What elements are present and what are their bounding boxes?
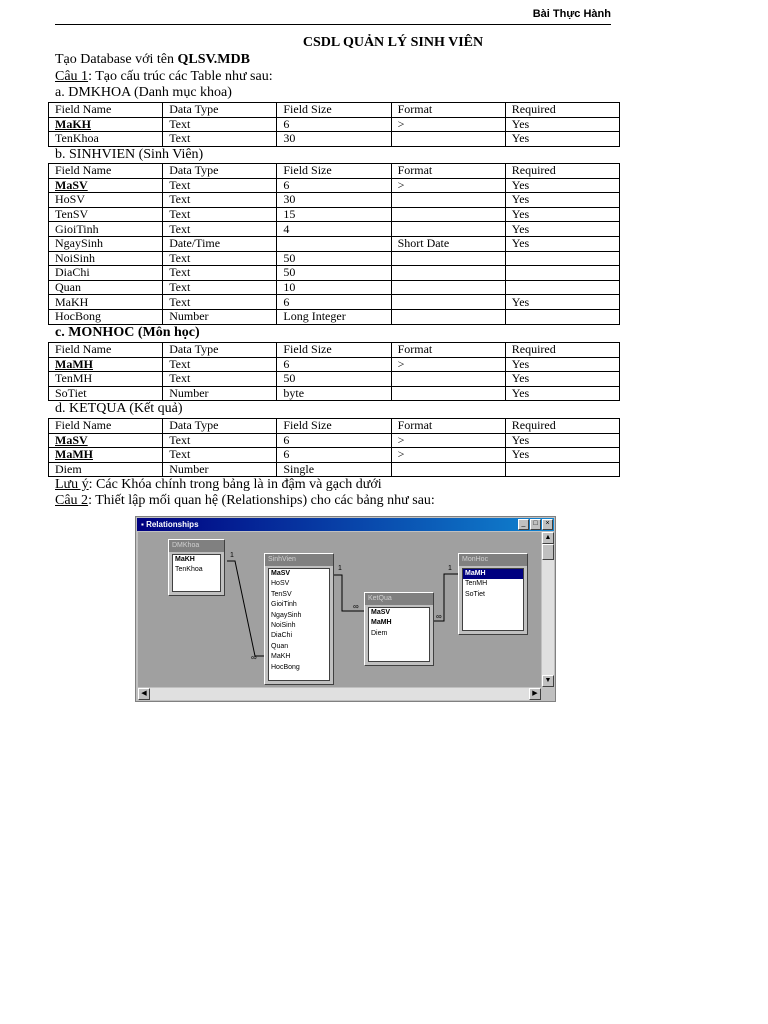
many-label-ketqua-1: ∞ xyxy=(353,602,359,611)
table-cell: Diem xyxy=(49,462,163,477)
table-cell: Text xyxy=(163,280,277,295)
note-line xyxy=(55,477,382,493)
table-cell: Yes xyxy=(505,222,619,237)
table-row xyxy=(49,117,620,132)
table-cell xyxy=(391,266,505,281)
question-2-text: : Thiết lập mối quan hệ (Relationships) cho các bảng như sau: xyxy=(88,493,435,508)
table-cell xyxy=(391,295,505,310)
table-cell: Text xyxy=(163,433,277,448)
table-row xyxy=(49,251,620,266)
one-label-monhoc: 1 xyxy=(448,565,452,572)
table-cell: Yes xyxy=(505,117,619,132)
table-cell: Number xyxy=(163,309,277,324)
table-header-row xyxy=(49,164,620,179)
relationships-window xyxy=(135,516,556,702)
table-cell: Text xyxy=(163,251,277,266)
table-cell: TenKhoa xyxy=(49,132,163,147)
vertical-scrollbar[interactable] xyxy=(542,532,554,687)
table-cell: Number xyxy=(163,386,277,401)
table-cell: 6 xyxy=(277,357,391,372)
table-d-title: d. KETQUA (Kết quả) xyxy=(55,401,183,416)
column-header: Required xyxy=(505,164,619,179)
document-title: CSDL QUẢN LÝ SINH VIÊN xyxy=(302,35,484,50)
minimize-icon[interactable]: _ xyxy=(518,519,529,530)
table-cell: Quan xyxy=(49,280,163,295)
scroll-right-icon[interactable]: ▶ xyxy=(529,688,541,700)
table-cell: > xyxy=(391,117,505,132)
rel-field[interactable]: MaSV xyxy=(271,570,291,577)
column-header: Field Size xyxy=(277,164,391,179)
table-cell xyxy=(505,266,619,281)
rel-table-monhoc-title: MonHoc xyxy=(459,554,527,566)
table-cell: TenSV xyxy=(49,207,163,222)
rel-table-dmkhoa[interactable] xyxy=(168,539,225,596)
table-cell: Yes xyxy=(505,433,619,448)
intro-prefix: Tạo Database với tên xyxy=(55,52,178,67)
rel-field[interactable]: MaKH xyxy=(175,556,195,563)
note-label: Lưu ý xyxy=(55,477,89,492)
table-cell: Date/Time xyxy=(163,236,277,251)
table-cell: Text xyxy=(163,222,277,237)
table-row xyxy=(49,193,620,208)
table-cell: Text xyxy=(163,193,277,208)
column-header: Data Type xyxy=(163,343,277,358)
column-header: Field Name xyxy=(49,103,163,118)
table-row xyxy=(49,295,620,310)
horizontal-scrollbar[interactable] xyxy=(138,688,541,700)
question-1 xyxy=(55,69,273,85)
column-header: Format xyxy=(391,164,505,179)
table-cell: Single xyxy=(277,462,391,477)
table-cell xyxy=(277,236,391,251)
page-header xyxy=(55,8,611,25)
primary-key-cell: MaSV xyxy=(49,178,163,193)
table-cell xyxy=(391,309,505,324)
table-cell xyxy=(391,372,505,387)
rel-field[interactable]: TenSV xyxy=(271,590,292,598)
table-cell: > xyxy=(391,357,505,372)
table-row xyxy=(49,266,620,281)
primary-key-cell: MaKH xyxy=(49,117,163,132)
many-label-ketqua-2: ∞ xyxy=(436,612,442,621)
scroll-left-icon[interactable]: ◀ xyxy=(138,688,150,700)
rel-table-sinhvien[interactable] xyxy=(264,553,334,685)
table-monhoc xyxy=(48,342,620,401)
table-cell: MaKH xyxy=(49,295,163,310)
table-cell: HoSV xyxy=(49,193,163,208)
table-cell: 6 xyxy=(277,433,391,448)
table-dmkhoa xyxy=(48,102,620,147)
rel-table-dmkhoa-title: DMKhoa xyxy=(169,540,224,552)
table-cell: 50 xyxy=(277,251,391,266)
rel-field[interactable]: HocBong xyxy=(271,663,300,671)
table-cell: Text xyxy=(163,266,277,281)
table-cell: NoiSinh xyxy=(49,251,163,266)
table-header-row xyxy=(49,103,620,118)
table-cell xyxy=(391,462,505,477)
table-row xyxy=(49,357,620,372)
table-cell xyxy=(505,462,619,477)
window-title: Relationships xyxy=(146,520,199,529)
table-cell: Yes xyxy=(505,386,619,401)
column-header: Required xyxy=(505,103,619,118)
note-text: : Các Khóa chính trong bảng là in đậm và gạch dưới xyxy=(88,477,382,492)
table-cell: Yes xyxy=(505,372,619,387)
column-header: Format xyxy=(391,419,505,434)
table-cell: Yes xyxy=(505,236,619,251)
table-cell xyxy=(391,251,505,266)
table-row xyxy=(49,280,620,295)
table-cell: Text xyxy=(163,357,277,372)
primary-key-cell: MaMH xyxy=(49,357,163,372)
one-label-dmkhoa: 1 xyxy=(230,552,234,559)
rel-table-ketqua-title: KetQua xyxy=(365,593,433,605)
table-row xyxy=(49,462,620,477)
rel-field[interactable]: TenMH xyxy=(465,580,488,588)
question-2 xyxy=(55,493,435,509)
table-cell xyxy=(391,207,505,222)
rel-field[interactable]: DiaChi xyxy=(271,632,293,640)
relationships-canvas xyxy=(138,532,541,687)
rel-field[interactable]: MaSV xyxy=(371,609,391,616)
table-cell: 50 xyxy=(277,266,391,281)
table-cell: Yes xyxy=(505,357,619,372)
table-cell xyxy=(391,386,505,401)
column-header: Field Name xyxy=(49,164,163,179)
relation-line-dmkhoa-sinhvien xyxy=(227,561,264,656)
rel-field[interactable]: Diem xyxy=(371,629,388,637)
table-cell: 50 xyxy=(277,372,391,387)
table-cell: 30 xyxy=(277,132,391,147)
rel-field[interactable]: GioiTinh xyxy=(271,601,297,609)
table-row xyxy=(49,448,620,463)
question-1-label: Câu 1 xyxy=(55,69,89,84)
scroll-down-icon[interactable]: ▼ xyxy=(542,675,554,687)
table-cell: Long Integer xyxy=(277,309,391,324)
table-cell: byte xyxy=(277,386,391,401)
rel-field[interactable]: HoSV xyxy=(271,580,290,588)
primary-key-cell: MaSV xyxy=(49,433,163,448)
relation-line-sinhvien-ketqua xyxy=(334,575,364,611)
rel-table-sinhvien-title: SinhVien xyxy=(265,554,333,566)
vertical-scroll-thumb[interactable] xyxy=(542,544,554,560)
table-row xyxy=(49,207,620,222)
table-cell: DiaChi xyxy=(49,266,163,281)
many-label-sinhvien: ∞ xyxy=(251,653,257,662)
table-cell: Text xyxy=(163,132,277,147)
table-cell xyxy=(391,132,505,147)
table-cell xyxy=(505,251,619,266)
rel-field[interactable]: MaMH xyxy=(371,619,392,627)
rel-table-ketqua[interactable] xyxy=(364,592,434,666)
table-cell xyxy=(505,309,619,324)
table-b-title: b. SINHVIEN (Sinh Viên) xyxy=(55,147,204,162)
rel-field[interactable]: MaMH xyxy=(463,569,523,579)
window-icon: ▪ xyxy=(141,520,147,529)
table-cell: Yes xyxy=(505,207,619,222)
column-header: Required xyxy=(505,419,619,434)
relationships-title-bar[interactable] xyxy=(137,518,554,531)
table-header-row xyxy=(49,419,620,434)
rel-field[interactable]: SoTiet xyxy=(465,590,485,598)
table-cell: Text xyxy=(163,178,277,193)
table-cell: Text xyxy=(163,448,277,463)
table-row xyxy=(49,372,620,387)
intro-line xyxy=(55,52,250,68)
table-row xyxy=(49,132,620,147)
table-cell: > xyxy=(391,448,505,463)
table-row xyxy=(49,309,620,324)
one-label-sinhvien: 1 xyxy=(338,565,342,572)
table-cell: SoTiet xyxy=(49,386,163,401)
column-header: Format xyxy=(391,103,505,118)
table-cell: 10 xyxy=(277,280,391,295)
table-row xyxy=(49,178,620,193)
table-cell: NgaySinh xyxy=(49,236,163,251)
table-cell: Yes xyxy=(505,178,619,193)
table-cell xyxy=(505,280,619,295)
table-cell: Short Date xyxy=(391,236,505,251)
column-header: Field Size xyxy=(277,419,391,434)
question-2-label: Câu 2 xyxy=(55,493,89,508)
column-header: Data Type xyxy=(163,103,277,118)
table-cell: TenMH xyxy=(49,372,163,387)
table-ketqua xyxy=(48,418,620,477)
table-cell: Text xyxy=(163,207,277,222)
table-cell: Text xyxy=(163,117,277,132)
rel-field[interactable]: MaKH xyxy=(271,653,291,661)
table-cell: Yes xyxy=(505,193,619,208)
question-1-text: : Tạo cấu trúc các Table như sau: xyxy=(88,69,273,84)
rel-field[interactable]: Quan xyxy=(271,642,289,650)
table-header-row xyxy=(49,343,620,358)
table-row xyxy=(49,386,620,401)
table-cell: 6 xyxy=(277,178,391,193)
table-cell: 4 xyxy=(277,222,391,237)
database-name: QLSV.MDB xyxy=(177,52,250,67)
table-cell: Text xyxy=(163,295,277,310)
table-cell: HocBong xyxy=(49,309,163,324)
header-label: Bài Thực Hành xyxy=(532,8,611,20)
maximize-icon[interactable]: □ xyxy=(530,519,541,530)
column-header: Field Name xyxy=(49,343,163,358)
column-header: Field Size xyxy=(277,343,391,358)
column-header: Format xyxy=(391,343,505,358)
table-cell xyxy=(391,280,505,295)
table-cell: 6 xyxy=(277,117,391,132)
scroll-up-icon[interactable]: ▲ xyxy=(542,532,554,544)
table-row xyxy=(49,222,620,237)
rel-field[interactable]: TenKhoa xyxy=(175,566,203,574)
table-sinhvien xyxy=(48,163,620,325)
table-cell: 6 xyxy=(277,295,391,310)
rel-field[interactable]: NgaySinh xyxy=(271,611,302,619)
column-header: Data Type xyxy=(163,164,277,179)
table-c-title: c. MONHOC (Môn học) xyxy=(55,325,200,340)
table-a-title: a. DMKHOA (Danh mục khoa) xyxy=(55,85,232,100)
column-header: Data Type xyxy=(163,419,277,434)
column-header: Field Name xyxy=(49,419,163,434)
table-row xyxy=(49,433,620,448)
table-cell: > xyxy=(391,433,505,448)
primary-key-cell: MaMH xyxy=(49,448,163,463)
rel-field[interactable]: NoiSinh xyxy=(271,622,296,630)
table-cell: Yes xyxy=(505,448,619,463)
table-cell: Text xyxy=(163,372,277,387)
table-cell: 15 xyxy=(277,207,391,222)
column-header: Field Size xyxy=(277,103,391,118)
table-cell: > xyxy=(391,178,505,193)
table-row xyxy=(49,236,620,251)
close-icon[interactable]: × xyxy=(542,519,553,530)
table-cell xyxy=(391,222,505,237)
table-cell xyxy=(391,193,505,208)
table-cell: 6 xyxy=(277,448,391,463)
table-cell: Yes xyxy=(505,295,619,310)
column-header: Required xyxy=(505,343,619,358)
table-cell: Number xyxy=(163,462,277,477)
table-cell: GioiTinh xyxy=(49,222,163,237)
table-cell: 30 xyxy=(277,193,391,208)
table-cell: Yes xyxy=(505,132,619,147)
rel-table-monhoc[interactable] xyxy=(458,553,528,635)
